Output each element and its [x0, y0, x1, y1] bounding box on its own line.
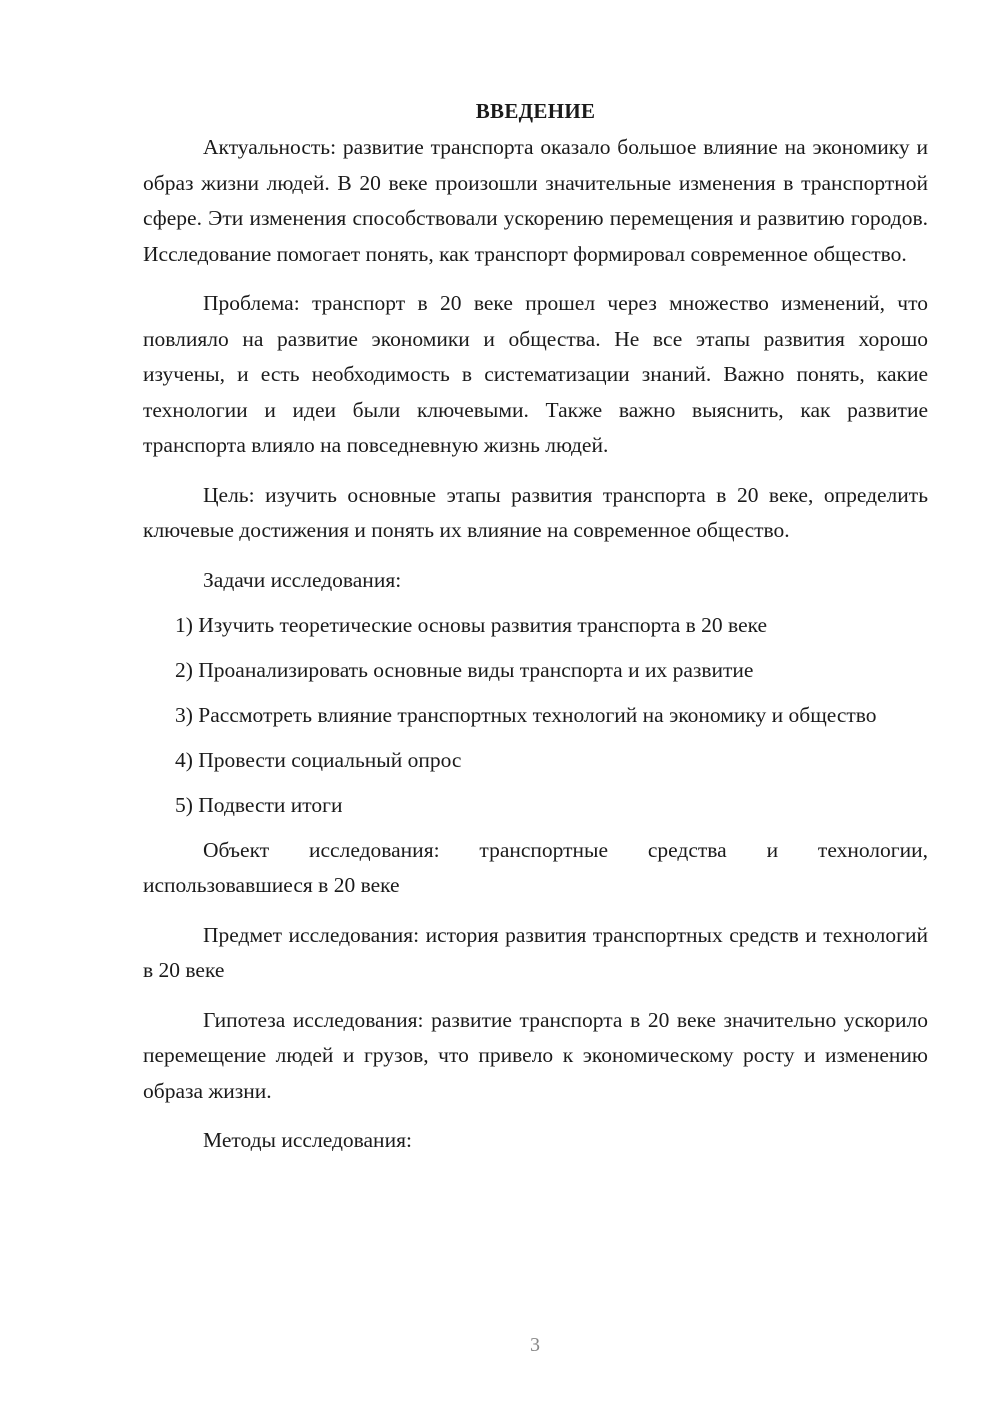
paragraph-goal: Цель: изучить основные этапы развития транспорта в 20 веке, определить ключевые достижения и понять их влияние на современное общество. [143, 482, 928, 542]
tasks-list [143, 608, 928, 824]
document-page [143, 94, 928, 1173]
list-item: 2) Проанализировать основные виды транспорта и их развитие [175, 657, 754, 682]
section-title: ВВЕДЕНИЕ [475, 99, 596, 123]
paragraph-relevance: Актуальность: развитие транспорта оказало большое влияние на экономику и образ жизни людей. В 20 веке произошли значительные изменения в транспортной сфере. Эти изменения способствовали ускорению перемещения и развитию городов. Исследование помогает понять, как транспорт формировал современное общество. [143, 135, 928, 266]
paragraph-object: Объект исследования: транспортные средства и технологии, использовавшиеся в 20 веке [143, 837, 928, 897]
page-number: 3 [530, 1334, 540, 1356]
tasks-heading: Задачи исследования: [203, 567, 402, 592]
list-item: 4) Провести социальный опрос [175, 747, 462, 772]
paragraph-subject: Предмет исследования: история развития транспортных средств и технологий в 20 веке [143, 922, 928, 982]
list-item: 5) Подвести итоги [175, 792, 343, 817]
methods-heading: Методы исследования: [203, 1128, 412, 1152]
list-item: 1) Изучить теоретические основы развития транспорта в 20 веке [175, 612, 768, 637]
list-item: 3) Рассмотреть влияние транспортных технологий на экономику и общество [175, 702, 877, 727]
paragraph-hypothesis: Гипотеза исследования: развитие транспорта в 20 веке значительно ускорило перемещение людей и грузов, что привело к экономическому росту и изменению образа жизни. [143, 1007, 928, 1103]
paragraph-problem: Проблема: транспорт в 20 веке прошел через множество изменений, что повлияло на развитие экономики и общества. Не все этапы развития хорошо изучены, и есть необходимость в систематизации знаний. Важно понять, какие технологии и идеи были ключевыми. Также важно выяснить, как развитие транспорта влияло на повседневную жизнь людей. [143, 291, 928, 457]
